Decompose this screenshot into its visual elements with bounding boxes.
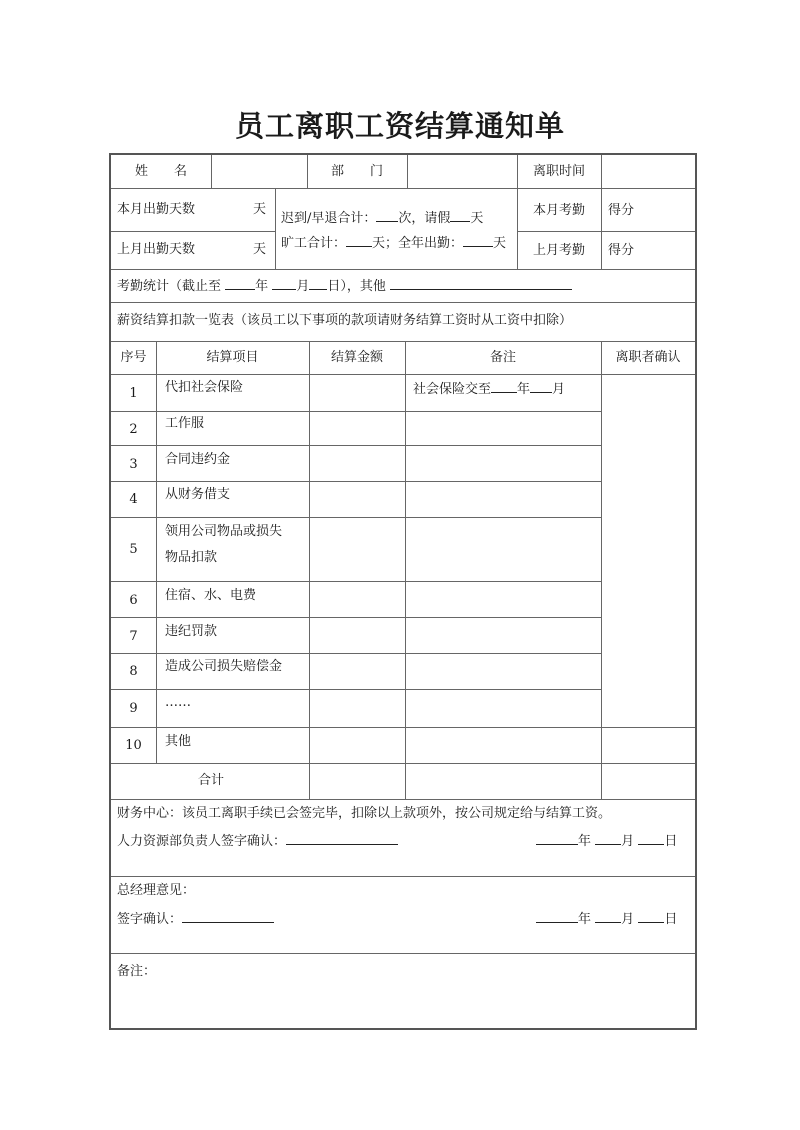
late-early-prefix: 迟到/早退合计： (281, 211, 377, 226)
blank-line (272, 277, 296, 290)
row-item: 其他 (165, 734, 192, 749)
remark-prefix: 社会保险交至 (413, 382, 492, 397)
row-remark (413, 380, 565, 398)
row-item: …… (165, 695, 191, 710)
last-month-days-label: 上月出勤天数 (117, 242, 196, 257)
row-no: 4 (129, 492, 138, 507)
day-label: 日 (664, 912, 678, 927)
col-line (309, 341, 310, 799)
blank-line (530, 380, 552, 393)
row-item: 住宿、水、电费 (165, 588, 257, 603)
row-line (517, 231, 695, 232)
col-line (407, 155, 408, 188)
hr-sign-label: 人力资源部负责人签字确认： (117, 834, 287, 849)
attendance-stat-line (117, 277, 572, 295)
row-no: 1 (129, 386, 138, 401)
remarks-label: 备注： (117, 964, 157, 979)
year-label: 年 (255, 279, 269, 294)
blank-line (450, 209, 470, 222)
row-line (111, 763, 695, 764)
row-line (111, 231, 275, 232)
stat-prefix: 考勤统计（截止至 (117, 279, 222, 294)
row-line (111, 374, 695, 375)
signature-blank (182, 910, 274, 923)
blank-line (309, 277, 327, 290)
day-unit: 天 (470, 211, 484, 226)
day-unit: 天 (493, 236, 507, 251)
row-line (111, 269, 695, 270)
row-no: 6 (129, 593, 138, 608)
times-unit: 次，请假 (398, 211, 451, 226)
blank-line (491, 380, 517, 393)
row-line (111, 653, 601, 654)
row-item: 工作服 (165, 416, 205, 431)
day-sep: 天；全年出勤： (372, 236, 464, 251)
month-label: 月 (621, 912, 635, 927)
row-item: 违纪罚款 (165, 624, 218, 639)
this-month-check-label: 本月考勤 (532, 203, 585, 218)
day-close: 日），其他 (327, 279, 386, 294)
col-line (601, 341, 602, 799)
absent-line (281, 234, 506, 252)
row-item: 领用公司物品或损失 (165, 524, 283, 539)
last-month-check-label: 上月考勤 (532, 243, 585, 258)
this-month-days-label: 本月出勤天数 (117, 202, 196, 217)
hr-sign-line (117, 832, 398, 850)
row-item: 合同违约金 (165, 452, 231, 467)
row-item: 造成公司损失赔偿金 (165, 659, 283, 674)
row-line (111, 581, 601, 582)
row-item: 从财务借支 (165, 487, 231, 502)
blank-line (376, 209, 398, 222)
row-item: 代扣社会保险 (165, 380, 244, 395)
col-header-confirm: 离职者确认 (615, 350, 681, 365)
col-line (601, 155, 602, 269)
col-line (275, 188, 276, 269)
col-header-amount: 结算金额 (330, 350, 383, 365)
row-line (111, 517, 601, 518)
row-line (111, 689, 601, 690)
col-line (156, 341, 157, 763)
score-label: 得分 (608, 243, 635, 258)
remark-year: 年 (517, 382, 531, 397)
gm-opinion-label: 总经理意见： (117, 883, 196, 898)
row-line (111, 445, 601, 446)
name-label: 姓 名 (134, 164, 187, 179)
row-no: 5 (129, 542, 138, 557)
blank-line (638, 832, 664, 845)
finance-statement: 财务中心：该员工离职手续已会签完毕，扣除以上款项外，按公司规定给与结算工资。 (117, 806, 612, 821)
late-early-line (281, 209, 483, 227)
year-label: 年 (578, 912, 592, 927)
signature-blank (286, 832, 398, 845)
row-line (111, 188, 695, 189)
gm-sign-line (117, 910, 274, 928)
absent-prefix: 旷工合计： (281, 236, 347, 251)
col-header-remark: 备注 (489, 350, 516, 365)
row-line (111, 411, 601, 412)
dept-label: 部 门 (330, 164, 383, 179)
row-line (111, 481, 601, 482)
month-label: 月 (621, 834, 635, 849)
blank-line (595, 832, 621, 845)
form-title: 员工离职工资结算通知单 (234, 109, 565, 143)
row-no: 9 (129, 701, 138, 716)
row-item-line2: 物品扣款 (165, 550, 218, 565)
blank-line (346, 234, 372, 247)
row-no: 7 (129, 629, 138, 644)
row-no: 8 (129, 664, 138, 679)
gm-date (536, 910, 677, 928)
settlement-heading: 薪资结算扣款一览表（该员工以下事项的款项请财务结算工资时从工资中扣除） (117, 313, 573, 328)
col-line (405, 341, 406, 799)
blank-line (638, 910, 664, 923)
row-line (111, 302, 695, 303)
year-label: 年 (578, 834, 592, 849)
col-header-item: 结算项目 (206, 350, 259, 365)
blank-line (225, 277, 255, 290)
gm-sign-label: 签字确认： (117, 912, 183, 927)
row-line (111, 617, 601, 618)
day-unit: 天 (253, 202, 267, 217)
blank-line (536, 910, 578, 923)
col-header-no: 序号 (120, 350, 147, 365)
col-line (211, 155, 212, 188)
total-label: 合计 (197, 773, 224, 788)
row-no: 10 (125, 738, 142, 753)
finance-date (536, 832, 677, 850)
leave-time-label: 离职时间 (532, 164, 585, 179)
row-line (111, 876, 695, 877)
month-label: 月 (296, 279, 310, 294)
row-line (111, 341, 695, 342)
remark-month: 月 (552, 382, 566, 397)
row-line (111, 727, 695, 728)
row-no: 2 (129, 422, 138, 437)
settlement-form (109, 153, 697, 1030)
day-unit: 天 (253, 242, 267, 257)
day-label: 日 (664, 834, 678, 849)
score-label: 得分 (608, 203, 635, 218)
row-no: 3 (129, 457, 138, 472)
blank-line (595, 910, 621, 923)
row-line (111, 799, 695, 800)
row-line (111, 953, 695, 954)
blank-line (536, 832, 578, 845)
blank-line (390, 277, 572, 290)
blank-line (463, 234, 493, 247)
